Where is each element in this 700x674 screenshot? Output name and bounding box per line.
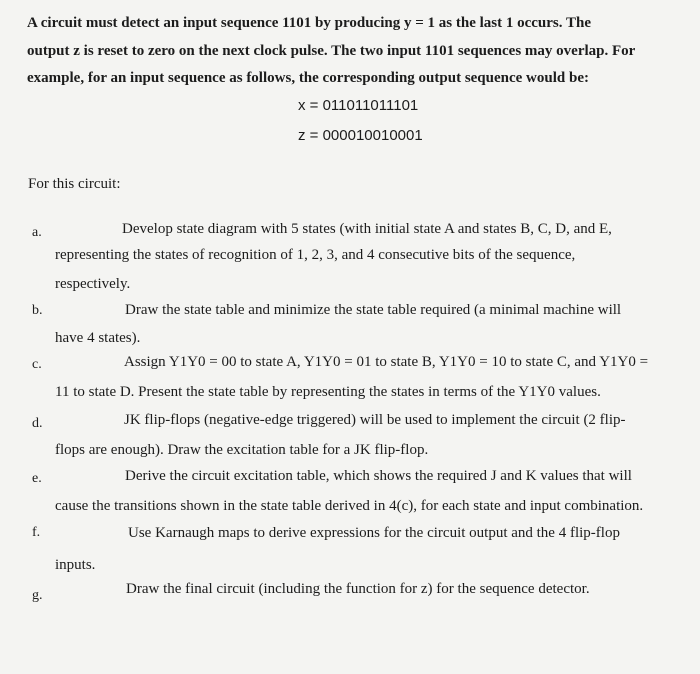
item-b-line-1: Draw the state table and minimize the state table required (a minimal machine will [125, 302, 622, 318]
item-c-label: c. [32, 357, 42, 372]
item-d-line-1: JK flip-flops (negative-edge triggered) will be used to implement the circuit (2 flip- [124, 412, 626, 428]
item-d-line-2: flops are enough). Draw the excitation table for a JK flip-flop. [55, 442, 429, 458]
item-a-label: a. [32, 225, 42, 240]
item-e-line-1: Derive the circuit excitation table, which shows the required J and K values that will [125, 468, 632, 484]
item-g-label: g. [32, 588, 43, 603]
intro-line-1: A circuit must detect an input sequence 1101 by producing y = 1 as the last 1 occurs. The [27, 15, 591, 31]
item-e-label: e. [32, 471, 42, 486]
output-sequence-z: z = 000010010001 [298, 127, 423, 144]
intro-line-2: output z is reset to zero on the next clock pulse. The two input 1101 sequences may overlap. For [27, 43, 636, 59]
input-sequence-x: x = 011011011101 [298, 97, 419, 114]
item-e-line-2: cause the transitions shown in the state table derived in 4(c), for each state and input combination. [55, 498, 644, 514]
item-f-label: f. [32, 525, 41, 540]
item-b-line-2: have 4 states). [55, 330, 141, 346]
item-c-line-1: Assign Y1Y0 = 00 to state A, Y1Y0 = 01 to state B, Y1Y0 = 10 to state C, and Y1Y0 = [124, 354, 649, 370]
intro-line-3: example, for an input sequence as follows, the corresponding output sequence would be: [27, 70, 589, 86]
for-this-circuit-heading: For this circuit: [28, 176, 121, 192]
item-b-label: b. [32, 303, 43, 318]
item-a-line-3: respectively. [55, 276, 131, 292]
item-g-line-1: Draw the final circuit (including the function for z) for the sequence detector. [126, 581, 590, 597]
item-a-line-1: Develop state diagram with 5 states (with initial state A and states B, C, D, and E, [122, 221, 612, 237]
item-d-label: d. [32, 416, 43, 431]
item-a-line-2: representing the states of recognition of 1, 2, 3, and 4 consecutive bits of the sequence, [55, 247, 576, 263]
item-f-line-2: inputs. [55, 557, 96, 573]
item-f-line-1: Use Karnaugh maps to derive expressions for the circuit output and the 4 flip-flop [128, 525, 620, 541]
item-c-line-2: 11 to state D. Present the state table by representing the states in terms of the Y1Y0 values. [55, 384, 601, 400]
